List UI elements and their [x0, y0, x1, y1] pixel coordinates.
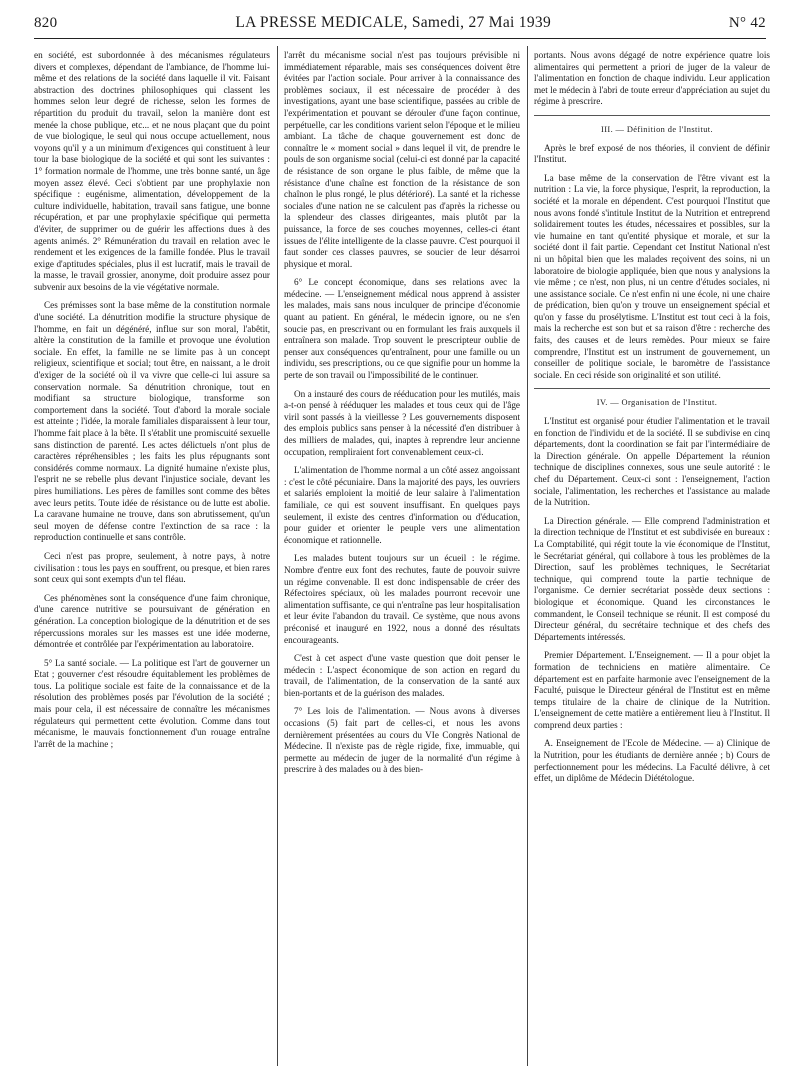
publication-title: LA PRESSE MEDICALE, Samedi, 27 Mai 1939	[235, 14, 551, 31]
paragraph: Ceci n'est pas propre, seulement, à notre pays, à notre civilisation : tous les pays en souffrent, ou presque, et bien rares sont ceux qui sont exempts d'un tel fléau.	[34, 550, 270, 585]
column-divider	[527, 46, 528, 1066]
paragraph: 7° Les lois de l'alimentation. — Nous avons à diverses occasions (5) fait part de celles-ci, et nous les avons dernièrement présentées au cours du VIe Congrès National de Médecine. Il n'existe pas de règle rigide, fixe, immuable, qui permette au médecin de juger de la normalité d'un régime à prescrire à des malades ou à des bien-	[284, 706, 520, 775]
paragraph: A. Enseignement de l'Ecole de Médecine. — a) Clinique de la Nutrition, pour les étudiants de dernière année ; b) Cours de perfectionnement pour les médecins. La Faculté délivre, à cet effet, un diplôme de Médecin Diététologue.	[534, 738, 770, 784]
paragraph: La base même de la conservation de l'être vivant est la nutrition : La vie, la force physique, l'esprit, la reproduction, la société et la morale en dépendent. C'est pourquoi l'Institut que nous avons fondé s'intitule Institut de la Nutrition et entreprend solidairement toutes les études, nécessaires et possibles, sur la vie humaine en tant qu'entité physique et morale, et sur la société dont il fait partie. Cependant cet Institut National n'est ni un hôpital bien que les malades reçoivent des soins, ni un laboratoire de biologie appliquée, bien que nous y analysions la vie même ; ce n'est, non plus, ni un centre d'études sociales, ni une assistance sociale. Ce n'est enfin ni une école, ni une chaire de prédication, bien qu'on y trouve un enseignement spécial et qu'on y fasse du prosélytisme. L'Institut est tout ceci à la fois, mais la recherche est son but et sa raison d'être : recherche des faits, des causes et de leurs remèdes. Pour mieux se faire comprendre, l'Institut est un instrument de gouvernement, un conseiller de politique sociale, le baromètre de l'assistance sociale. En ceci réside son originalité et son utilité.	[534, 172, 770, 380]
page-number: 820	[34, 15, 58, 31]
paragraph: en société, est subordonnée à des mécanismes régulateurs divers et complexes, dépendant de l'ambiance, de l'homme lui-même et des relations de la société dans laquelle il vit. Faisant abstraction des doctrines philosophiques qui classent les hommes selon leur degré de richesse, selon les formes de répartition du produit du travail, selon la manière dont est menée la chose publique, etc... et ne nous plaçant que du point de vue biologique, le seul qui nous occupe actuellement, nous voyons qu'il y a un minimum d'exigences qui constituent à leur tour la base biologique de la société et qui sont les suivantes : 1° formation normale de l'homme, une très bonne santé, un âge moyen assez élevé. Ceci s'obtient par une prophylaxie non spécifique : eugénisme, alimentation, développement de la culture individuelle, habitation, travail sans fatigue, une bonne récupération, et par une prophylaxie spécifique qui permetta d'éviter, de supprimer ou de guérir les affections dues à des agents animés. 2° Rémunération du travail en relation avec le rendement et les exigences de la famille fondée. Plus le travail exige d'aptitudes spéciales, plus il est lucratif, mais le travail de la masse, le travail grossier, anonyme, doit produire assez pour subvenir aux besoins de la vie végétative normale.	[34, 50, 270, 292]
section-heading: IV. — Organisation de l'Institut.	[596, 398, 718, 408]
section-rule	[534, 115, 770, 116]
header-rule	[34, 38, 766, 39]
section-heading: III. — Définition de l'Institut.	[601, 124, 713, 134]
paragraph: Après le bref exposé de nos théories, il convient de définir l'Institut.	[534, 142, 770, 165]
paragraph: Ces phénomènes sont la conséquence d'une faim chronique, d'une carence nutritive se poursuivant de génération en génération. La conception biologique de la dénutrition et de ses répercussions morales sur les masses est une idée moderne, démontrée et contrôlée par l'expérimentation au laboratoire.	[34, 592, 270, 650]
paragraph: l'arrêt du mécanisme social n'est pas toujours prévisible ni immédiatement réparable, mais ses conséquences doivent être évitées par l'action sociale. Pour arriver à la connaissance des problèmes sociaux, il est nécessaire de procéder à des investigations, ayant une base scientifique, passées au crible de l'expérimentation et pouvant se dérouler d'une façon continue, perpétuelle, car les conditions varient selon l'époque et le milieu ambiant. La tâche de chaque gouvernement est donc de connaître le « moment social » dans lequel il vit, de prendre le pouls de son organisme social (celui-ci est donné par la capacité de résistance de son organe le plus faible, de même que la résistance d'une chaîne est fonction de la résistance de son chaînon le plus rongé, le plus détérioré). La santé et la richesse sociales d'une nation ne se calculent pas d'après la richesse ou la splendeur des classes dirigeantes, mais plutôt par la puissance, la force de ses couches moyennes, celles-ci étant issues de l'élite intelligente de la classe pauvre. C'est pourquoi il faut sonder ces classes pauvres, se soucier de leur désarroi physique et moral.	[284, 50, 520, 269]
paragraph: Premier Département. L'Enseignement. — Il a pour objet la formation de techniciens en matière alimentaire. Ce département est en parfaite harmonie avec l'enseignement de la Faculté, puisque le Directeur général de l'Institut est en même temps titulaire de la chaire de clinique de la Nutrition. L'enseignement de cette matière a entièrement lieu à l'Institut. Il comprend deux parties :	[534, 650, 770, 730]
paragraph: 6° Le concept économique, dans ses relations avec la médecine. — L'enseignement médical nous apprend à assister les malades, mais sans nous inculquer de principe d'économie quant au patient. En général, le médecin ignore, ou ne s'en soucie pas, en prescrivant ou en formulant les frais auxquels il entraînera son malade. Trop souvent le prescripteur oublie de penser aux conséquences qu'entraînent, pour une famille ou un individu, ses prescriptions, ou ce que signifie pour un homme la perte de son travail ou l'impossibilité de le continuer.	[284, 277, 520, 381]
column-3	[534, 50, 770, 792]
paragraph: portants. Nous avons dégagé de notre expérience quatre lois alimentaires qui permettent a priori de juger de la valeur de l'alimentation en fonction de chaque individu. Leur application met le médecin à l'abri de toute erreur d'appréciation au sujet du régime à prescrire.	[534, 50, 770, 107]
column-divider	[277, 46, 278, 1066]
page-header	[34, 14, 766, 36]
issue-number: N° 42	[728, 15, 766, 31]
paragraph: C'est à cet aspect d'une vaste question que doit penser le médecin : L'aspect économique de son action en regard du travail, de l'alimentation, de la conservation de la santé aux bien-portants et de la guérison des malades.	[284, 653, 520, 698]
paragraph: La Direction générale. — Elle comprend l'administration et la direction technique de l'Institut et est subdivisée en bureaux : La Comptabilité, qui régit toute la vie économique de l'Institut, le Secrétariat général, qui collabore à tous les problèmes de la Direction, sauf les problèmes techniques, le Secrétariat technique, qui comprend toute la partie technique de l'organisme. Ce dernier secrétariat possède deux sections : biologique et économique. Quand les circonstances le commandent, le Conseil technique se réunit. Il est composé du Directeur général, du secrétaire technique et des chefs des Départements intéressés.	[534, 515, 770, 642]
column-2	[284, 50, 520, 783]
paragraph: 5° La santé sociale. — La politique est l'art de gouverner un Etat ; gouverner c'est résoudre équitablement les problèmes de tous. La politique sociale est faite de la connaissance et de la résolution des problèmes posés par l'évolution de la société ; mais pour cela, il est nécessaire de connaître les mécanismes régulateurs qui permettent cette évolution. Comme dans tout mécanisme, le mauvais fonctionnement d'un rouage entraîne l'arrêt de la machine ;	[34, 657, 270, 749]
paragraph: L'alimentation de l'homme normal a un côté assez angoissant : c'est le côté pécuniaire. Dans la majorité des pays, les ouvriers et salariés emploient la moitié de leur salaire à l'alimentation familiale, ce qui est souvent insuffisant. En quelques pays seulement, il existe des centres d'information ou d'éducation, pour guider et orienter le peuple vers une alimentation économique et rationnelle.	[284, 465, 520, 545]
paragraph: On a instauré des cours de rééducation pour les mutilés, mais a-t-on pensé à rééduquer les malades et tous ceux qui de l'âge viril sont passés à la vieillesse ? Les gouvernements disposent des emplois publics sans penser à la nécessité d'en distribuer à des milliers de malades, qui, inaptes à reprendre leur ancienne occupation, rempliraient fort convenablement ceux-ci.	[284, 388, 520, 457]
paragraph: Ces prémisses sont la base même de la constitution normale d'une société. La dénutrition modifie la structure physique de l'homme, en fait un dégénéré, influe sur son moral, l'abêtit, altère la constitution de la famille et provoque une évolution sociale. En effet, la famille ne se limite pas à un concept religieux, scientifique et social; tout être, en naissant, a le droit d'exiger de la société où il va vivre que celle-ci lui assure sa conservation normale. Sa dénutrition chronique, tout en modifiant sa structure biologique, transforme son comportement dans la société. Tout d'abord la morale sociale est atteinte ; l'idée, la morale familiales disparaissent à leur tour, l'homme fait place à la bête. Il s'établit une promiscuité sexuelle sans distinction de parenté. Les actes délictuels n'ont plus de caractères répréhensibles ; les faits les plus répugnants sont considérés comme normaux. La dignité humaine n'existe plus, l'esprit ne se rebelle plus devant l'injustice sociale, devant les pires humiliations. Les pères de familles sont comme des bêtes avec leurs petits. Toute idée de résistance ou de lutte est abolie. La caravane humaine ne trouve, dans son abrutissement, qu'un seul moyen de défense contre l'extinction de sa race : la reproduction continuelle et sans contrôle.	[34, 300, 270, 543]
column-1	[34, 50, 270, 757]
paragraph: L'Institut est organisé pour étudier l'alimentation et le travail en fonction de l'individu et de la société. Il se subdivise en cinq départements, dont la coordination se fait par l'intermédiaire de la Direction générale. On appelle Département la réunion technique de disciplines connexes, sous une seule autorité : le chef du Département. Ceux-ci sont : l'enseignement, l'action sociale, l'alimentation, les recherches et l'assistance au malade de la Nutrition.	[534, 416, 770, 508]
section-rule	[534, 388, 770, 389]
paragraph: Les malades butent toujours sur un écueil : le régime. Nombre d'entre eux font des rechutes, faute de pouvoir suivre un régime convenable. Il est donc indispensable de créer des Réfectoires spéciaux, où les malades pourront recevoir une alimentation suffisante, ce qui n'entraîne pas leur hospitalisation et leur évite l'abandon du travail. Ce système, que nous avons préconisé et inauguré en 1922, nous a donné des résultats encourageants.	[284, 553, 520, 645]
